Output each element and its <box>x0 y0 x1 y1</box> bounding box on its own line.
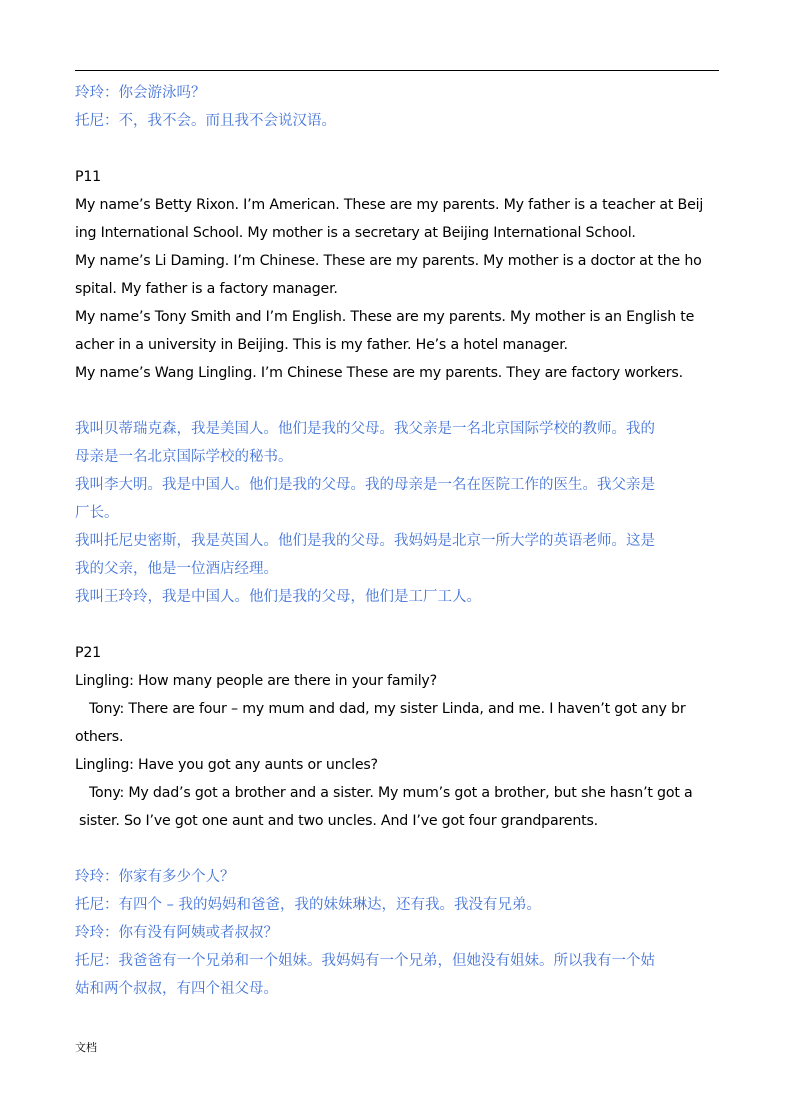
zh-line: 玲玲：你有没有阿姨或者叔叔？ <box>75 925 278 941</box>
en-line: Tony: My dad’s got a brother and a sister. My mum’s got a brother, but she hasn’t got a <box>89 785 693 801</box>
zh-line: 托尼：不，我不会。而且我不会说汉语。 <box>75 113 336 129</box>
en-line: Lingling: How many people are there in your family? <box>75 673 437 689</box>
spacer <box>75 135 719 163</box>
en-line: acher in a university in Beijing. This is my father. He’s a hotel manager. <box>75 337 568 353</box>
document-body <box>75 79 719 1003</box>
zh-line: 玲玲：你会游泳吗？ <box>75 85 206 101</box>
zh-line: 我叫李大明。我是中国人。他们是我的父母。我的母亲是一名在医院工作的医生。我父亲是 <box>75 477 655 493</box>
zh-line: 厂长。 <box>75 505 119 521</box>
en-line: Lingling: Have you got any aunts or uncles? <box>75 757 378 773</box>
zh-line: 母亲是一名北京国际学校的秘书。 <box>75 449 293 465</box>
spacer <box>75 387 719 415</box>
zh-line: 姑和两个叔叔，有四个祖父母。 <box>75 981 278 997</box>
en-line: Tony: There are four – my mum and dad, my sister Linda, and me. I haven’t got any br <box>89 701 686 717</box>
en-line: spital. My father is a factory manager. <box>75 281 338 297</box>
header-rule <box>75 70 719 71</box>
en-line: others. <box>75 729 124 745</box>
en-line: My name’s Betty Rixon. I’m American. These are my parents. My father is a teacher at Beij <box>75 197 704 213</box>
en-line: My name’s Wang Lingling. I’m Chinese These are my parents. They are factory workers. <box>75 365 683 381</box>
zh-line: 我叫王玲玲，我是中国人。他们是我的父母，他们是工厂工人。 <box>75 589 481 605</box>
zh-line: 我叫托尼史密斯，我是英国人。他们是我的父母。我妈妈是北京一所大学的英语老师。这是 <box>75 533 655 549</box>
section-heading-p21: P21 <box>75 645 102 661</box>
footer-label: 文档 <box>75 1041 97 1054</box>
en-line: ing International School. My mother is a secretary at Beijing International School. <box>75 225 636 241</box>
zh-line: 我的父亲，他是一位酒店经理。 <box>75 561 278 577</box>
zh-line: 玲玲：你家有多少个人？ <box>75 869 235 885</box>
en-line: My name’s Li Daming. I’m Chinese. These are my parents. My mother is a doctor at the ho <box>75 253 702 269</box>
spacer <box>75 835 719 863</box>
en-line: My name’s Tony Smith and I’m English. These are my parents. My mother is an English te <box>75 309 695 325</box>
section-heading-p11: P11 <box>75 169 102 185</box>
en-line: sister. So I’ve got one aunt and two uncles. And I’ve got four grandparents. <box>79 813 598 829</box>
zh-line: 托尼：有四个 – 我的妈妈和爸爸，我的妹妹琳达，还有我。我没有兄弟。 <box>75 897 541 913</box>
spacer <box>75 611 719 639</box>
zh-line: 托尼：我爸爸有一个兄弟和一个姐妹。我妈妈有一个兄弟，但她没有姐妹。所以我有一个姑 <box>75 953 655 969</box>
zh-line: 我叫贝蒂瑞克森，我是美国人。他们是我的父母。我父亲是一名北京国际学校的教师。我的 <box>75 421 655 437</box>
